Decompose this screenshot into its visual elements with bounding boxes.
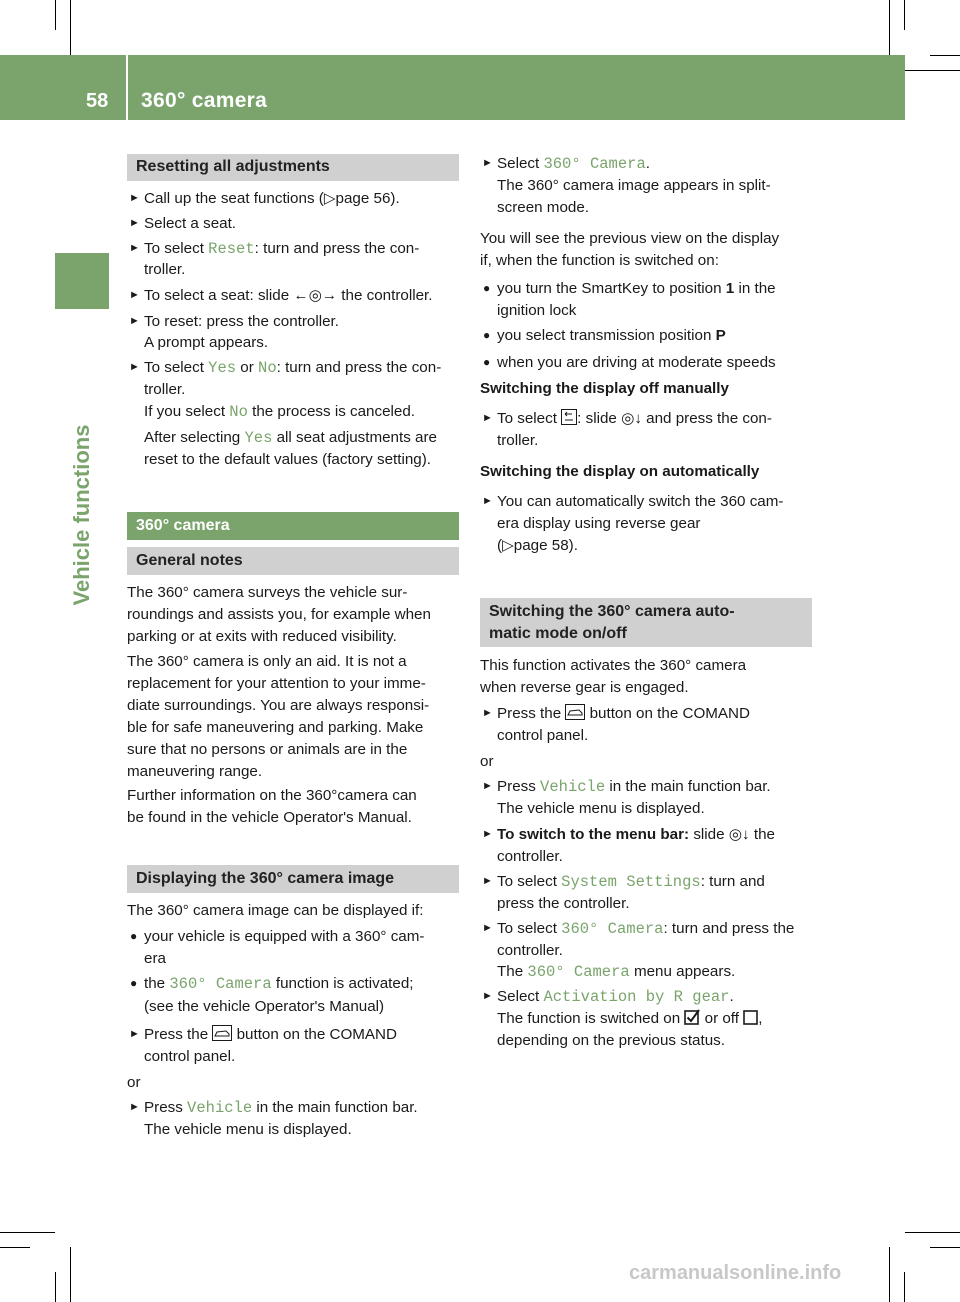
text-line: or [127, 1074, 141, 1091]
text-line: parking or at exits with reduced visibility. [127, 628, 397, 645]
arrow-icon: ► [129, 289, 140, 301]
code-reset: Reset [208, 240, 255, 258]
text-line: This function activates the 360° camera [480, 657, 747, 674]
bullet-item: ● your vehicle is equipped with a 360° cam- [130, 928, 425, 945]
back-icon [561, 409, 577, 425]
bullet-item: ● the 360° Camera function is activated; [130, 975, 414, 993]
subheading: Switching the display on automatically [480, 463, 760, 480]
text-line: control panel. [497, 727, 589, 744]
subheading: Switching the display off manually [480, 380, 729, 397]
text-line: controller. [497, 848, 563, 865]
text-line: A prompt appears. [144, 334, 269, 351]
list-item: ► Press Vehicle in the main function bar. [129, 1099, 418, 1117]
text-line: The 360° camera image appears in split- [497, 177, 771, 194]
crop-mark [889, 1247, 890, 1302]
text-line: controller. [497, 942, 563, 959]
list-item: ► To select : slide ◎↓ and press the con- [482, 410, 772, 427]
header-divider [126, 55, 128, 120]
list-item: ► Call up the seat functions (▷page 56). [129, 190, 400, 207]
section-label: Vehicle functions [69, 424, 94, 606]
text-line: if, when the function is switched on: [480, 252, 719, 269]
list-item: ► To select Yes or No: turn and press the con- [129, 359, 442, 377]
text-line: era display using reverse gear [497, 515, 701, 532]
text-line: Further information on the 360°camera can [127, 787, 417, 804]
bullet-icon: ● [130, 929, 138, 943]
bullet-item: ● you select transmission position P [483, 327, 726, 344]
list-item: ► Select a seat. [129, 215, 237, 232]
bullet-item: ● when you are driving at moderate speeds [483, 354, 776, 371]
position-1: 1 [725, 280, 735, 297]
page-title: 360° camera [141, 89, 268, 112]
arrow-icon: ► [129, 1028, 140, 1040]
code-360-camera: 360° Camera [169, 975, 272, 993]
text-line: The 360° camera surveys the vehicle sur- [127, 584, 408, 601]
text-line: (▷page 58). [497, 537, 578, 554]
crop-mark [905, 1232, 960, 1233]
code-activation-by-r-gear: Activation by R gear [543, 988, 730, 1006]
text-line: The function is switched on or off , [497, 1010, 763, 1027]
crop-mark [70, 0, 71, 55]
bullet-item: ● you turn the SmartKey to position 1 in the [483, 280, 776, 297]
text-line: (see the vehicle Operator's Manual) [144, 998, 385, 1015]
crop-mark [55, 0, 56, 30]
heading-360-camera: 360° camera [127, 512, 459, 540]
crop-mark [905, 70, 960, 71]
list-item: ► You can automatically switch the 360 cam- [482, 493, 784, 510]
crop-mark [904, 1272, 905, 1302]
code-yes: Yes [208, 359, 237, 377]
text-line: reset to the default values (factory setting). [144, 451, 432, 468]
text-line: troller. [144, 261, 186, 278]
list-item: ► Press Vehicle in the main function bar. [482, 778, 771, 796]
header-band [0, 55, 905, 120]
text-line: ble for safe maneuvering and parking. Make [127, 719, 424, 736]
text-line: when reverse gear is engaged. [480, 679, 689, 696]
arrow-icon: ► [482, 412, 493, 424]
position-p: P [715, 327, 726, 344]
code-vehicle: Vehicle [187, 1099, 253, 1117]
crop-mark [0, 1247, 30, 1248]
arrow-icon: ► [482, 707, 493, 719]
heading-displaying: Displaying the 360° camera image [127, 865, 459, 893]
code-yes: Yes [244, 429, 273, 447]
arrow-icon: ► [482, 157, 493, 169]
arrow-icon: ► [129, 1101, 140, 1113]
arrow-icon: ► [482, 922, 493, 934]
page-number: 58 [86, 90, 109, 112]
text-line: press the controller. [497, 895, 630, 912]
heading-general-notes: General notes [127, 547, 459, 575]
code-no: No [229, 403, 248, 421]
arrow-icon: ► [129, 192, 140, 204]
code-no: No [258, 359, 277, 377]
text-line: The vehicle menu is displayed. [144, 1121, 352, 1138]
arrow-icon: ► [129, 361, 140, 373]
bullet-icon: ● [130, 976, 138, 990]
arrow-icon: ► [129, 315, 140, 327]
list-item: ► To reset: press the controller. [129, 313, 339, 330]
code-vehicle: Vehicle [540, 778, 606, 796]
crop-mark [70, 1247, 71, 1302]
crop-mark [930, 1247, 960, 1248]
crop-mark [930, 55, 960, 56]
text-line: You will see the previous view on the display [480, 230, 780, 247]
text-line: maneuvering range. [127, 763, 263, 780]
section-marker [55, 253, 109, 309]
list-item: ► To select 360° Camera: turn and press the [482, 920, 795, 938]
code-system-settings: System Settings [561, 873, 701, 891]
text-line: replacement for your attention to your imme- [127, 675, 426, 692]
text-line: The vehicle menu is displayed. [497, 800, 705, 817]
arrow-icon: ► [482, 495, 493, 507]
checkbox-checked-icon [684, 1009, 700, 1025]
text-line: be found in the vehicle Operator's Manual. [127, 809, 412, 826]
crop-mark [904, 0, 905, 30]
bullet-icon: ● [483, 355, 491, 369]
text-line: or [480, 753, 494, 770]
controller-slide-down-icon: ◎↓ [728, 826, 750, 843]
bullet-icon: ● [483, 328, 491, 342]
text-line: roundings and assists you, for example when [127, 606, 431, 623]
car-button-icon [565, 704, 585, 720]
text-line: screen mode. [497, 199, 590, 216]
list-item: ► Press the button on the COMAND [129, 1026, 397, 1043]
text-line: sure that no persons or animals are in the [127, 741, 408, 758]
code-360-camera: 360° Camera [543, 155, 646, 173]
text-line: depending on the previous status. [497, 1032, 725, 1049]
text-line: troller. [144, 381, 186, 398]
text-line: troller. [497, 432, 539, 449]
list-item: ► To select System Settings: turn and [482, 873, 765, 891]
car-button-icon [212, 1025, 232, 1041]
watermark: carmanualsonline.info [629, 1262, 842, 1284]
heading-resetting: Resetting all adjustments [127, 154, 459, 181]
crop-mark [0, 1232, 55, 1233]
list-item: ► Select 360° Camera. [482, 155, 650, 173]
heading-auto-mode: Switching the 360° camera auto- matic mode on/off [480, 598, 812, 647]
bullet-icon: ● [483, 281, 491, 295]
text-line: ignition lock [497, 302, 577, 319]
page-ref-icon: ▷ [502, 537, 514, 554]
code-360-camera: 360° Camera [561, 920, 664, 938]
checkbox-unchecked-icon [743, 1010, 758, 1025]
list-item: ► Select Activation by R gear. [482, 988, 734, 1006]
arrow-icon: ► [482, 780, 493, 792]
arrow-icon: ► [482, 828, 493, 840]
arrow-icon: ► [129, 217, 140, 229]
list-item: ► Press the button on the COMAND [482, 705, 750, 722]
text-line: era [144, 950, 166, 967]
page-ref-icon: ▷ [323, 190, 336, 207]
list-item: ► To select a seat: slide ←◎→ the controller. [129, 287, 433, 304]
controller-slide-down-icon: ◎↓ [621, 410, 642, 427]
arrow-icon: ► [482, 990, 493, 1002]
text-line: The 360° Camera menu appears. [497, 963, 736, 981]
list-item: ► To switch to the menu bar: slide ◎↓ the [482, 826, 775, 843]
arrow-icon: ► [129, 242, 140, 254]
text-line: control panel. [144, 1048, 236, 1065]
crop-mark [889, 0, 890, 55]
text-line: The 360° camera image can be displayed if: [127, 902, 424, 919]
arrow-icon: ► [482, 875, 493, 887]
text-line: If you select No the process is canceled. [144, 403, 416, 421]
text-line: diate surroundings. You are always responsi- [127, 697, 430, 714]
controller-slide-lr-icon: ←◎→ [293, 287, 338, 304]
crop-mark [55, 1272, 56, 1302]
text-line: After selecting Yes all seat adjustments are [144, 429, 437, 447]
text-line: The 360° camera is only an aid. It is not a [127, 653, 407, 670]
list-item: ► To select Reset: turn and press the con- [129, 240, 420, 258]
code-360-camera: 360° Camera [527, 963, 630, 981]
